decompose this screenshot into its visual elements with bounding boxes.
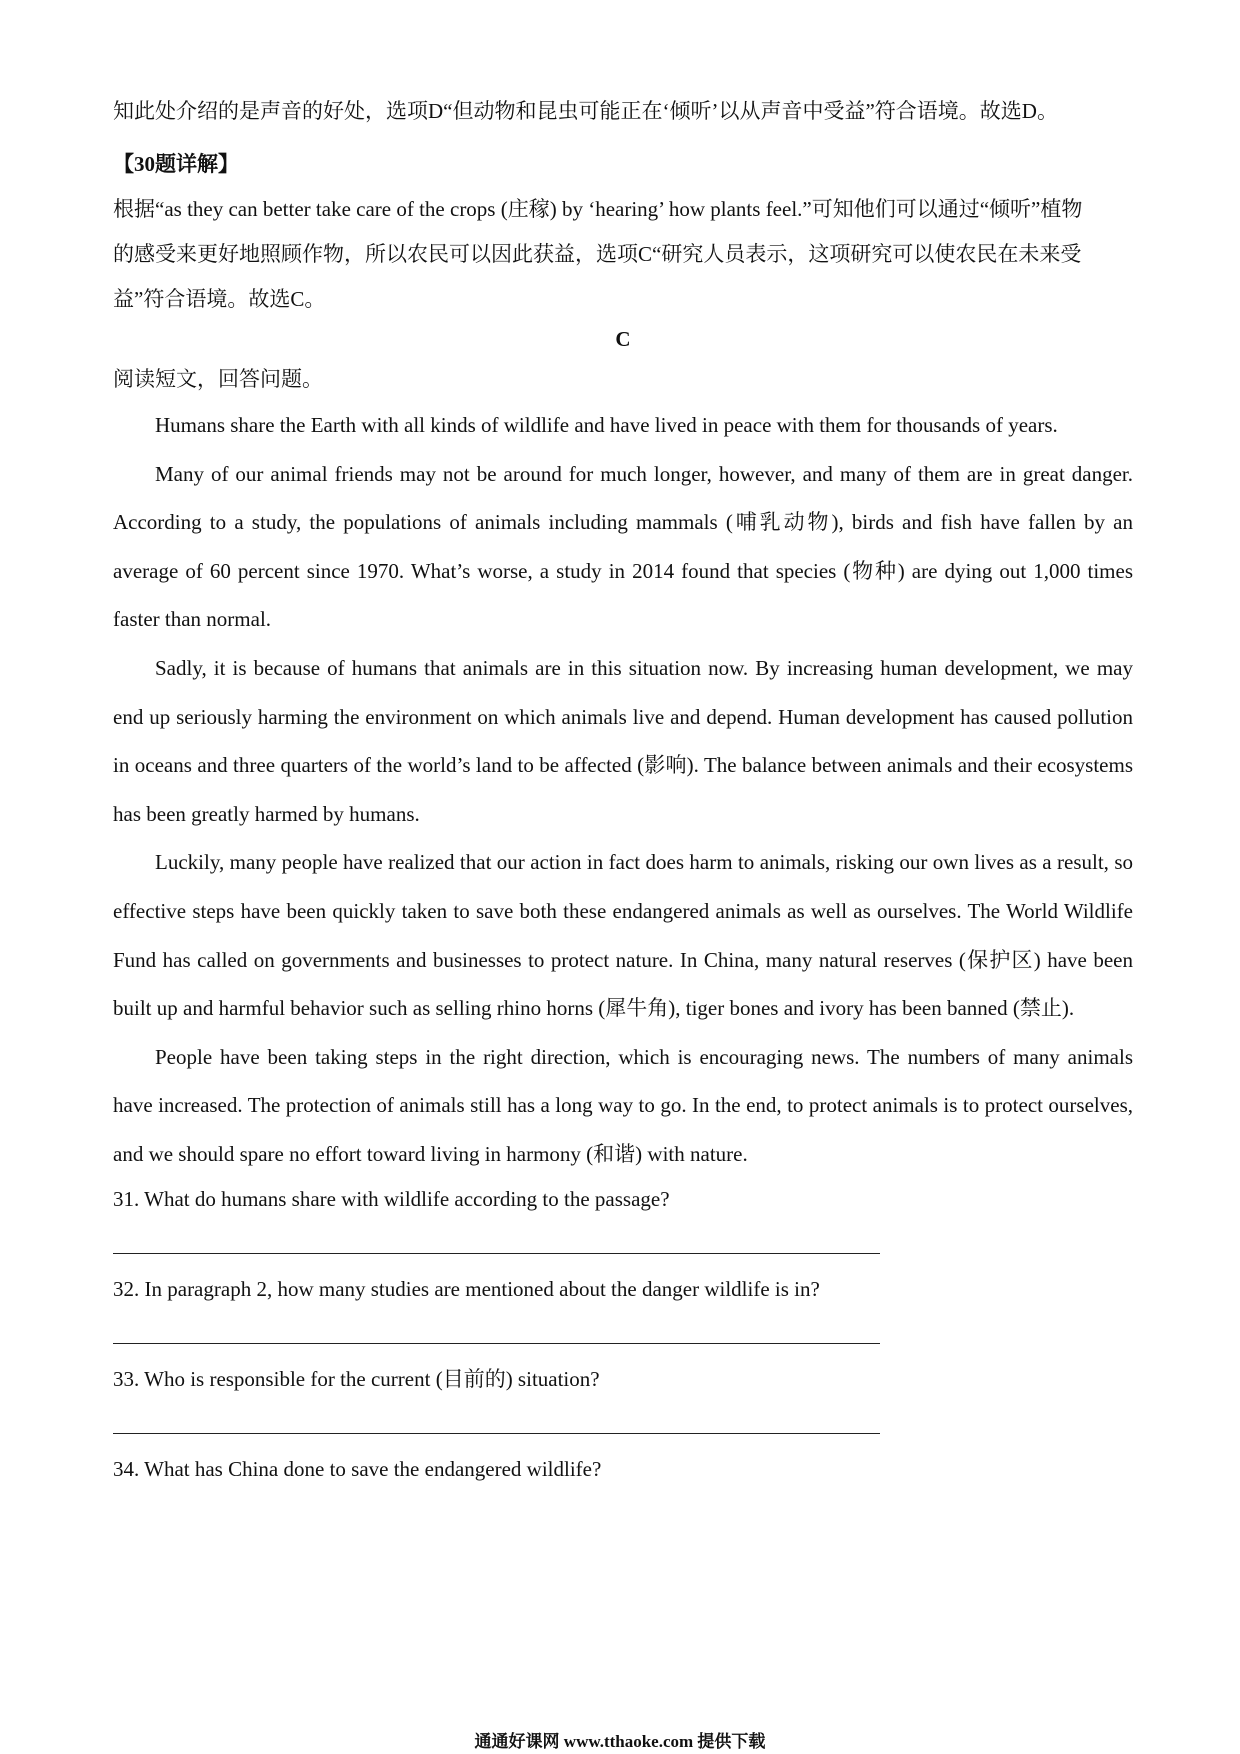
question-33: 33. Who is responsible for the current (目前的) situation? [113, 1366, 600, 1391]
page-footer: 通通好课网 www.tthaoke.com 提供下载 [474, 1732, 766, 1751]
reading-instruction: 阅读短文，回答问题。 [113, 367, 323, 391]
question-30-line-2: 的感受来更好地照顾作物，所以农民可以因此获益，选项C“研究人员表示，这项研究可以使农民在未来受 [113, 242, 1082, 266]
passage-paragraph-4: Luckily, many people have realized that our action in fact does harm to animals, risking our own lives as a result, so effective steps have been quickly taken to save both these endangered animals as well as ourselves. The World Wildlife Fund has called on governments and businesses to protect nature. In China, many natural reserves (保护区) have been built up and harmful behavior such as selling rhino horns (犀牛角), tiger bones and ivory has been banned (禁止). [113, 850, 1133, 1021]
passage-paragraph-2: Many of our animal friends may not be around for much longer, however, and many of them are in great danger. According to a study, the populations of animals including mammals (哺乳动物), birds and fish have fallen by an average of 60 percent since 1970. What’s worse, a study in 2014 found that species (物种) are dying out 1,000 times faster than normal. [113, 461, 1133, 632]
answer-line-31[interactable] [113, 1253, 880, 1254]
question-32: 32. In paragraph 2, how many studies are mentioned about the danger wildlife is in? [113, 1276, 820, 1301]
passage-paragraph-3: Sadly, it is because of humans that animals are in this situation now. By increasing human development, we may end up seriously harming the environment on which animals live and depend. Human development has caused pollution in oceans and three quarters of the world’s land to be affected (影响). The balance between animals and their ecosystems has been greatly harmed by humans. [113, 655, 1133, 826]
passage-paragraph-1: Humans share the Earth with all kinds of wildlife and have lived in peace with them for thousands of years. [155, 413, 1058, 437]
reading-passage [113, 401, 1133, 1179]
question-30-line-3: 益”符合语境。故选C。 [113, 287, 326, 311]
document-page [113, 96, 1133, 1484]
question-30-heading: 【30题详解】 [113, 152, 239, 176]
passage-paragraph-5: People have been taking steps in the right direction, which is encouraging news. The numbers of many animals have increased. The protection of animals still has a long way to go. In the end, to protect animals is to protect ourselves, and we should spare no effort toward living in harmony (和谐) with nature. [113, 1044, 1133, 1166]
question-34: 34. What has China done to save the endangered wildlife? [113, 1456, 602, 1481]
answer-line-32[interactable] [113, 1343, 880, 1344]
question-30-line-1: 根据“as they can better take care of the crops (庄稼) by ‘hearing’ how plants feel.”可知他们可以通过“倾听”植物 [113, 197, 1083, 221]
answer-line-33[interactable] [113, 1433, 880, 1434]
section-label: C [615, 327, 631, 351]
question-31: 31. What do humans share with wildlife according to the passage? [113, 1186, 670, 1211]
answer-explanation-29-tail: 知此处介绍的是声音的好处，选项D“但动物和昆虫可能正在‘倾听’以从声音中受益”符合语境。故选D。 [113, 99, 1058, 123]
